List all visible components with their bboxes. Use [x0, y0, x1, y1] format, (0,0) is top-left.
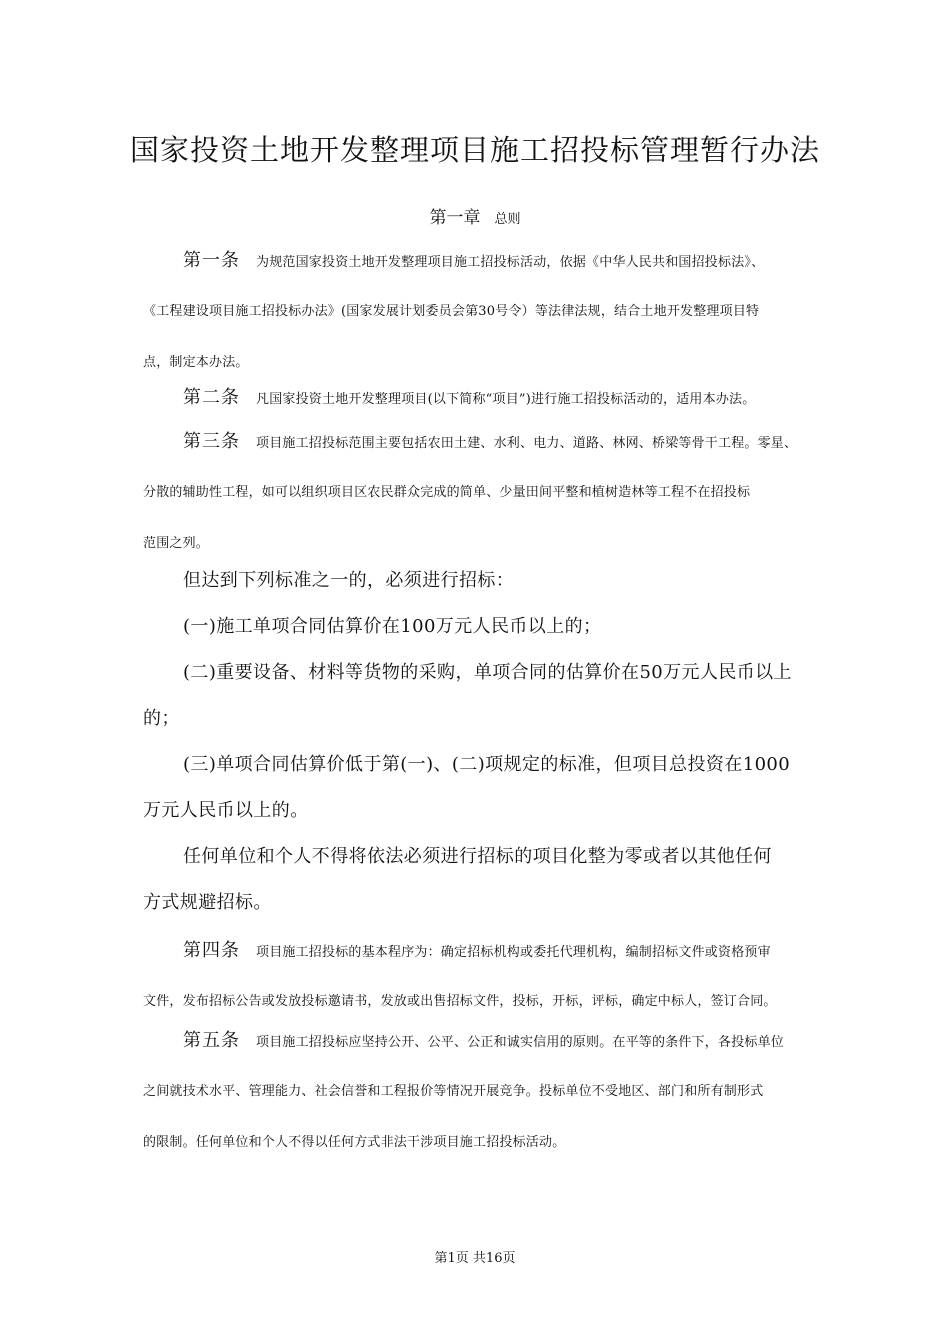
- article-5-head: 第五条: [183, 1030, 240, 1051]
- chapter-heading: [0, 203, 950, 228]
- criteria-item-2-line-1: (二)重要设备、材料等货物的采购，单项合同的估算价在50万元人民币以上: [183, 662, 792, 683]
- criteria-intro: 但达到下列标准之一的，必须进行招标：: [183, 570, 515, 591]
- article-3-line-1: 第三条 项目施工招投标范围主要包括农田土建、水利、电力、道路、林网、桥梁等骨干工程。零星、: [183, 431, 798, 452]
- criteria-item-3-line-2: 万元人民币以上的。: [143, 800, 309, 821]
- article-5-line-1: 第五条 项目施工招投标应坚持公开、公平、公正和诚实信用的原则。在平等的条件下，各投标单位: [183, 1030, 785, 1051]
- article-2-line-1: 第二条 凡国家投资土地开发整理项目(以下简称“项目”)进行施工招投标活动的，适用本办法。: [183, 387, 756, 408]
- article-4: [143, 933, 808, 1035]
- article-1-head: 第一条: [183, 250, 240, 271]
- article-4-head: 第四条: [183, 940, 240, 961]
- article-3-line-3: 范围之列。: [143, 536, 210, 551]
- article-3-head: 第三条: [183, 431, 240, 452]
- article-1-line-3: 点，制定本办法。: [143, 355, 249, 370]
- article-2-head: 第二条: [183, 387, 240, 408]
- article-5-line-2: 之间就技术水平、管理能力、社会信誉和工程报价等情况开展竞争。投标单位不受地区、部门和所有制形式: [143, 1084, 764, 1099]
- criteria-rule-line-1: 任何单位和个人不得将依法必须进行招标的项目化整为零或者以其他任何: [183, 846, 772, 867]
- article-4-line-1: 第四条 项目施工招投标的基本程序为：确定招标机构或委托代理机构，编制招标文件或资格预审: [183, 940, 771, 961]
- chapter-number: 第一章: [429, 208, 481, 228]
- document-title: 国家投资土地开发整理项目施工招投标管理暂行办法: [129, 133, 820, 167]
- criteria-item-1: (一)施工单项合同估算价在100万元人民币以上的；: [183, 616, 602, 637]
- criteria-block: [143, 558, 808, 926]
- criteria-rule-line-2: 方式规避招标。: [143, 892, 272, 913]
- article-5: [143, 1023, 808, 1176]
- article-5-line-3: 的限制。任何单位和个人不得以任何方式非法干涉项目施工招投标活动。: [143, 1135, 566, 1150]
- article-1-line-2: 《工程建设项目施工招投标办法》(国家发展计划委员会第30号令）等法律法规，结合土地开发整理项目特: [143, 304, 760, 319]
- article-4-line-2: 文件，发布招标公告或发放投标邀请书，发放或出售招标文件，投标，开标，评标，确定中标人，签订合同。: [143, 994, 777, 1009]
- criteria-item-3-line-1: (三)单项合同估算价低于第(一)、(二)项规定的标准，但项目总投资在1000: [183, 754, 791, 775]
- chapter-name: 总则: [494, 212, 521, 227]
- article-1-line-1: 第一条 为规范国家投资土地开发整理项目施工招投标活动，依据《中华人民共和国招投标法》、: [183, 250, 765, 271]
- article-3-line-2: 分散的辅助性工程，如可以组织项目区农民群众完成的简单、少量田间平整和植树造林等工程不在招投标: [143, 485, 751, 500]
- article-3: [143, 424, 808, 577]
- page-footer: 第1页 共16页: [434, 1251, 516, 1266]
- article-1: [143, 243, 808, 396]
- criteria-item-2-line-2: 的；: [143, 708, 180, 729]
